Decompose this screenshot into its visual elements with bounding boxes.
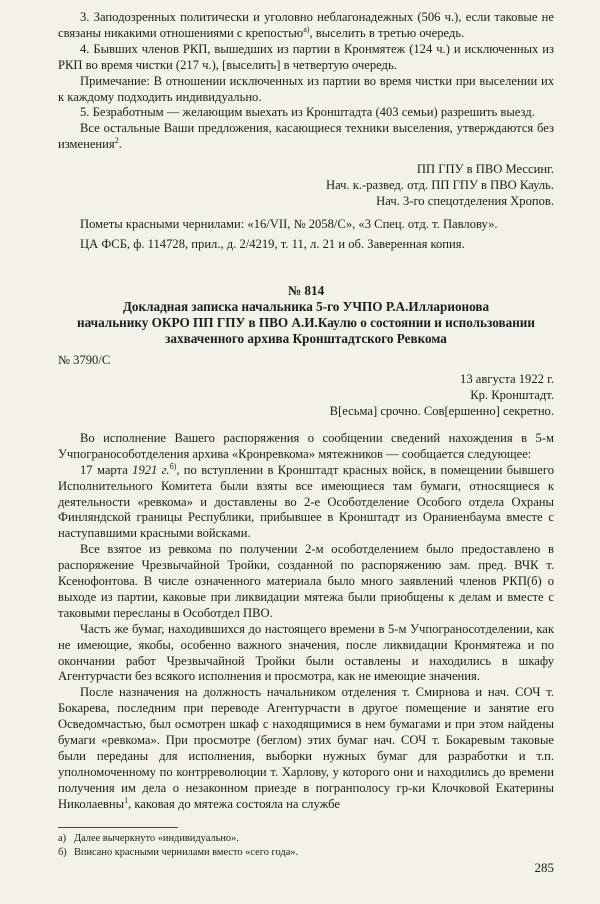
top-paragraph-5: 5. Безработным — желающим выехать из Кронштадта (403 семьи) разрешить выезд.	[80, 105, 535, 120]
body-paragraph-2: 17 марта 1921 г.$^{б)}$, по вступлении в Кронштадт красных войск, в помещении бывшего Исполнительного Комитета были взяты все имеющиеся там бумаги, относящиеся к деятельности «ревкома» и доставлены во 2-е Особотделение Особого отдела Охраны Финляндской границы Республики, прибывшее в Кронштадт из Ораниенбаума вместе с наступавшими красными войсками.	[58, 461, 554, 541]
body-paragraph-4: Часть же бумаг, находившихся до настоящего времени в 5-м Учпограноcотделении, как не имеющие, якобы, особенно важного значения, после ликвидации Кронмятежа и по окончании работ Чрезвычайной Тройки были оставлены и находились в шкафу Агентурчасти без всякого исполнения и просмотра, как не имеющие значения.	[58, 621, 554, 684]
footnote-ref-1: 1	[124, 795, 129, 805]
signature-line: ПП ГПУ в ПВО Мессинг.	[416, 162, 554, 177]
top-note: Примечание: В отношении исключенных из партии во время чистки при выселении их к каждому подходить индивидуально.	[58, 73, 554, 104]
document-title-line: захваченного архива Кронштадтского Ревкома	[165, 330, 447, 346]
body-paragraph-1: Во исполнение Вашего распоряжения о сообщении сведений нахождения в 5-м Учпограноcоботделения архива «Кронревкома» мятежников — сообщается следующее:	[58, 430, 554, 461]
document-title-line: начальнику ОКРО ПП ГПУ в ПВО А.И.Каулю о состоянии и использовании	[76, 314, 536, 330]
outgoing-number: № 3790/С	[58, 352, 111, 367]
remarks: Пометы красными чернилами: «16/VII, № 2058/С», «3 Спец. отд. т. Павлову».	[80, 217, 498, 232]
archive-source: ЦА ФСБ, ф. 114728, прил., д. 2/4219, т. 11, л. 21 и об. Заверенная копия.	[80, 237, 465, 252]
footnote-divider	[58, 827, 178, 828]
signature-block	[58, 161, 554, 209]
signature-line: Нач. 3-го спецотделения Хропов.	[376, 194, 554, 209]
signature-line: Нач. к.-развед. отд. ПП ГПУ в ПВО Кауль.	[325, 178, 554, 193]
page-number: 285	[534, 860, 554, 875]
footnote: а) Далее вычеркнуто «индивидуально».	[58, 832, 239, 844]
body-paragraph-5: После назначения на должность начальником отделения т. Смирнова и нач. СОЧ т. Бокарева, последним при переводе Агентурчасти в другое помещение и занятие его Осведомчастью, был осмотрен шкаф с находящимися в нем бумагами и при этом найдены бумаги «ревкома». При просмотре (беглом) этих бумаг нач. СОЧ т. Бокаревым таковые были переданы для исполнения, выборки нужных бумаг для разработки и т.п. уполномоченному по контрреволюции т. Харлову, у которого они и находились до времени получения им дела о незаконном приезде в погранполосу гр-ки Клочковой Екатерины Николаевны$^1$, каковая до мятежа состояла на службе	[58, 685, 554, 811]
body-paragraph-3: Все взятое из ревкома по получении 2-м особотделением было предоставлено в распоряжение Чрезвычайной Тройки, созданной по распоряжению зам. пред. ВЧК т. Ксенофонтова. В числе означенного материала было много заявлений членов РКП(б) о выходе из партии, каковые при ликвидации мятежа были приобщены к делам и вместе с таковыми пересланы в Особотдел ПВО.	[58, 542, 554, 620]
date: 13 августа 1922 г.	[460, 371, 554, 386]
footnote-ref-2: 2	[114, 136, 119, 146]
footnote: б) Вписано красными чернилами вместо «сего года».	[58, 846, 299, 858]
place: Кр. Кронштадт.	[470, 387, 554, 402]
document-number: № 814	[287, 282, 325, 298]
footnote-ref-a: а)	[303, 24, 310, 34]
top-paragraph-4: 4. Бывших членов РКП, вышедших из партии в Кронмятеж (124 ч.) и исключенных из РКП во время чистки (217 ч.), [выселить] в четвертую очередь.	[58, 41, 554, 72]
year-italic: 1921 г.	[132, 462, 170, 477]
footnote-ref-b: б)	[169, 461, 177, 471]
document-title-line: Докладная записка начальника 5-го УЧПО Р.А.Илларионова	[122, 298, 490, 314]
top-paragraph-3: 3. Заподозренных политически и уголовно неблагонадежных (506 ч.), если таковые не связаны никакими отношениями с крепостью$^{а)}$, выселить в третью очередь.	[58, 10, 554, 40]
classification: В[есьма] срочно. Сов[ершенно] секретно.	[329, 403, 554, 418]
top-paragraph-rest: Все остальные Ваши предложения, касающиеся техники выселения, утверждаются без изменения$^2$.	[58, 121, 554, 152]
